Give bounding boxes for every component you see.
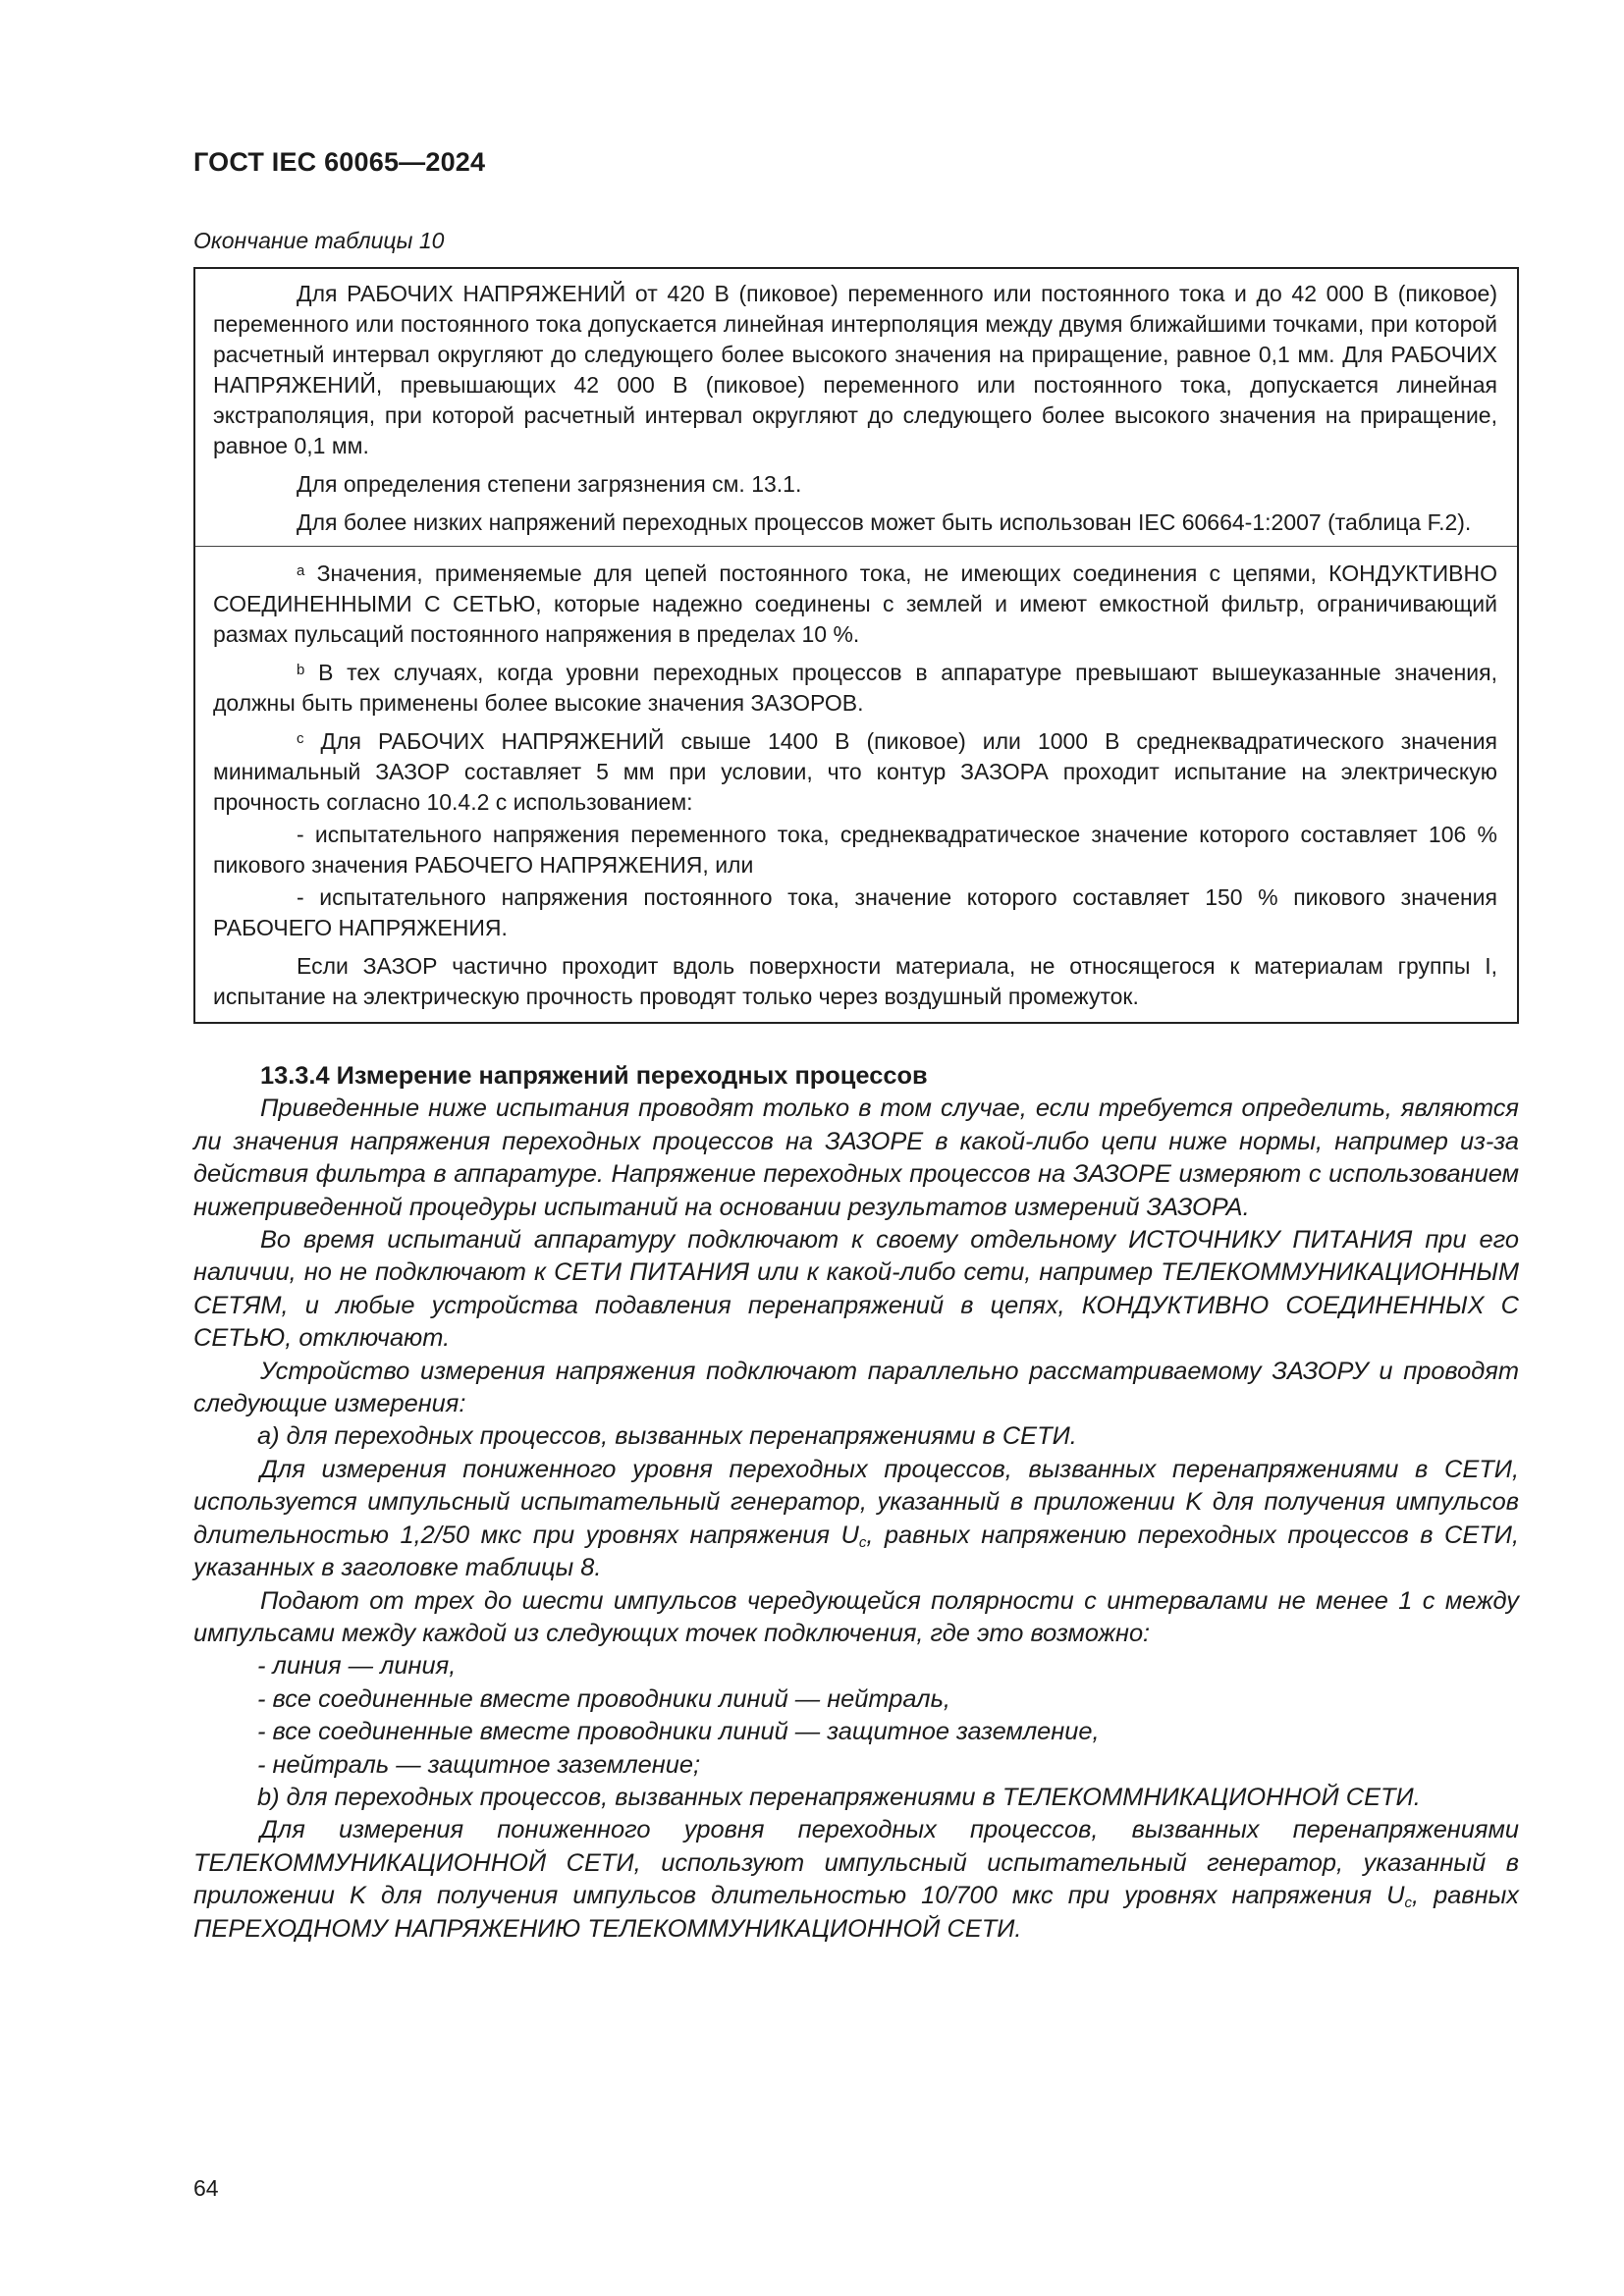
section-heading: 13.3.4 Измерение напряжений переходных процессов — [260, 1062, 928, 1090]
note-c-item: - испытательного напряжения постоянного тока, значение которого составляет 150 % пикового значения РАБОЧЕГО НАПРЯЖЕНИЯ. — [213, 884, 1497, 940]
table-paragraph: Для РАБОЧИХ НАПРЯЖЕНИЙ от 420 В (пиковое) переменного или постоянного тока и до 42 000 В (пиковое) переменного или постоянного тока допускается линейная интерполяция между двумя ближайшими точками, при которой расчетный интервал округляют до следующего более высокого значения на приращение, равное 0,1 мм. Для РАБОЧИХ НАПРЯЖЕНИЙ, превышающих 42 000 В (пиковое) переменного или постоянного тока, допускается линейная экстраполяция, при которой расчетный интервал округляют до следующего более высокого значения на приращение, равное 0,1 мм. — [213, 281, 1497, 458]
section-paragraph: Приведенные ниже испытания проводят только в том случае, если требуется определить, являются ли значения напряжения переходных процессов на ЗАЗОРЕ в какой-либо цепи ниже нормы, например из-за действия фильтра в аппаратуре. Напряжение переходных процессов на ЗАЗОРЕ измеряют с использованием нижеприведенной процедуры испытаний на основании результатов измерений ЗАЗОРА. — [193, 1095, 1519, 1221]
list-item: - все соединенные вместе проводники линий — нейтраль, — [257, 1684, 950, 1713]
table-caption: Окончание таблицы 10 — [193, 228, 445, 253]
section-13-3-4 — [193, 1060, 1519, 1946]
paragraph-text: Для измерения пониженного уровня переходных процессов, вызванных перенапряжениями в СЕТИ, используется импульсный испытательный генератор, указанный в приложении K для получения импульсов длительностью 1,2/50 мкс при уровнях напряжения U — [193, 1455, 1519, 1549]
note-b — [213, 658, 1497, 719]
paragraph-text: , равных напряжению переходных процессов в СЕТИ, указанных в заголовке таблицы 8. — [193, 1521, 1519, 1582]
section-paragraph: Устройство измерения напряжения подключают параллельно рассматриваемому ЗАЗОРУ и проводят следующие измерения: — [193, 1357, 1519, 1418]
document-header: ГОСТ IEC 60065—2024 — [193, 147, 486, 177]
table-paragraph: Для определения степени загрязнения см. 13.1. — [297, 471, 802, 497]
subscript: c — [1404, 1895, 1412, 1912]
section-paragraph: Подают от трех до шести импульсов чередующейся полярности с интервалами не менее 1 с между импульсами между каждой из следующих точек подключения, где это возможно: — [193, 1586, 1519, 1647]
table-notes-cell — [195, 547, 1517, 1022]
note-c — [213, 726, 1497, 818]
note-final: Если ЗАЗОР частично проходит вдоль поверхности материала, не относящегося к материалам группы I, испытание на электрическую прочность проводят только через воздушный промежуток. — [213, 953, 1497, 1009]
section-paragraph — [193, 1454, 1519, 1585]
note-b-text: В тех случаях, когда уровни переходных процессов в аппаратуре превышают вышеуказанные значения, должны быть применены более высокие значения ЗАЗОРОВ. — [213, 660, 1497, 716]
note-a-text: Значения, применяемые для цепей постоянного тока, не имеющих соединения с цепями, КОНДУКТИВНО СОЕДИНЕННЫМИ С СЕТЬЮ, которые надежно соединены с землей и имеют емкостной фильтр, ограничивающий размах пульсаций постоянного напряжения в пределах 10 %. — [213, 561, 1498, 647]
note-b-mark: b — [297, 662, 305, 678]
table-10-end — [193, 267, 1519, 1024]
note-c-text: Для РАБОЧИХ НАПРЯЖЕНИЙ свыше 1400 В (пиковое) или 1000 В среднеквадратического значения минимальный ЗАЗОР составляет 5 мм при условии, что контур ЗАЗОРА проходит испытание на электрическую прочность согласно 10.4.2 с использованием: — [213, 728, 1498, 815]
page-number: 64 — [193, 2175, 219, 2201]
paragraph-text: Для измерения пониженного уровня переходных процессов, вызванных перенапряжениями ТЕЛЕКОММУНИКАЦИОННОЙ СЕТИ, используют импульсный испытательный генератор, указанный в приложении K для получения импульсов длительностью 10/700 мкс при уровнях напряжения U — [193, 1816, 1519, 1910]
table-paragraph: Для более низких напряжений переходных процессов может быть использован IEC 60664-1:2007 (таблица F.2). — [297, 509, 1472, 535]
section-paragraph — [193, 1814, 1519, 1946]
list-item-b: b) для переходных процессов, вызванных перенапряжениями в ТЕЛЕКОММНИКАЦИОННОЙ СЕТИ. — [257, 1783, 1421, 1811]
section-paragraph: Во время испытаний аппаратуру подключают к своему отдельному ИСТОЧНИКУ ПИТАНИЯ при его наличии, но не подключают к СЕТИ ПИТАНИЯ или к какой-либо сети, например ТЕЛЕКОММУНИКАЦИОННЫМ СЕТЯМ, и любые устройства подавления перенапряжений в цепях, КОНДУКТИВНО СОЕДИНЕННЫХ С СЕТЬЮ, отключают. — [193, 1226, 1519, 1353]
table-body-cell — [195, 269, 1517, 547]
note-c-mark: c — [297, 730, 304, 747]
note-a-mark: a — [297, 562, 305, 579]
paragraph-text: , равных ПЕРЕХОДНОМУ НАПРЯЖЕНИЮ ТЕЛЕКОММУНИКАЦИОННОЙ СЕТИ. — [193, 1882, 1519, 1943]
list-item: - нейтраль — защитное заземление; — [257, 1750, 701, 1779]
list-item: - все соединенные вместе проводники линий — защитное заземление, — [257, 1718, 1100, 1746]
note-c-item: - испытательного напряжения переменного тока, среднеквадратическое значение которого составляет 106 % пикового значения РАБОЧЕГО НАПРЯЖЕНИЯ, или — [213, 822, 1497, 878]
subscript: c — [858, 1533, 867, 1551]
list-item-a: a) для переходных процессов, вызванных перенапряжениями в СЕТИ. — [257, 1422, 1077, 1451]
note-a — [213, 559, 1497, 650]
list-item: - линия — линия, — [257, 1652, 457, 1681]
